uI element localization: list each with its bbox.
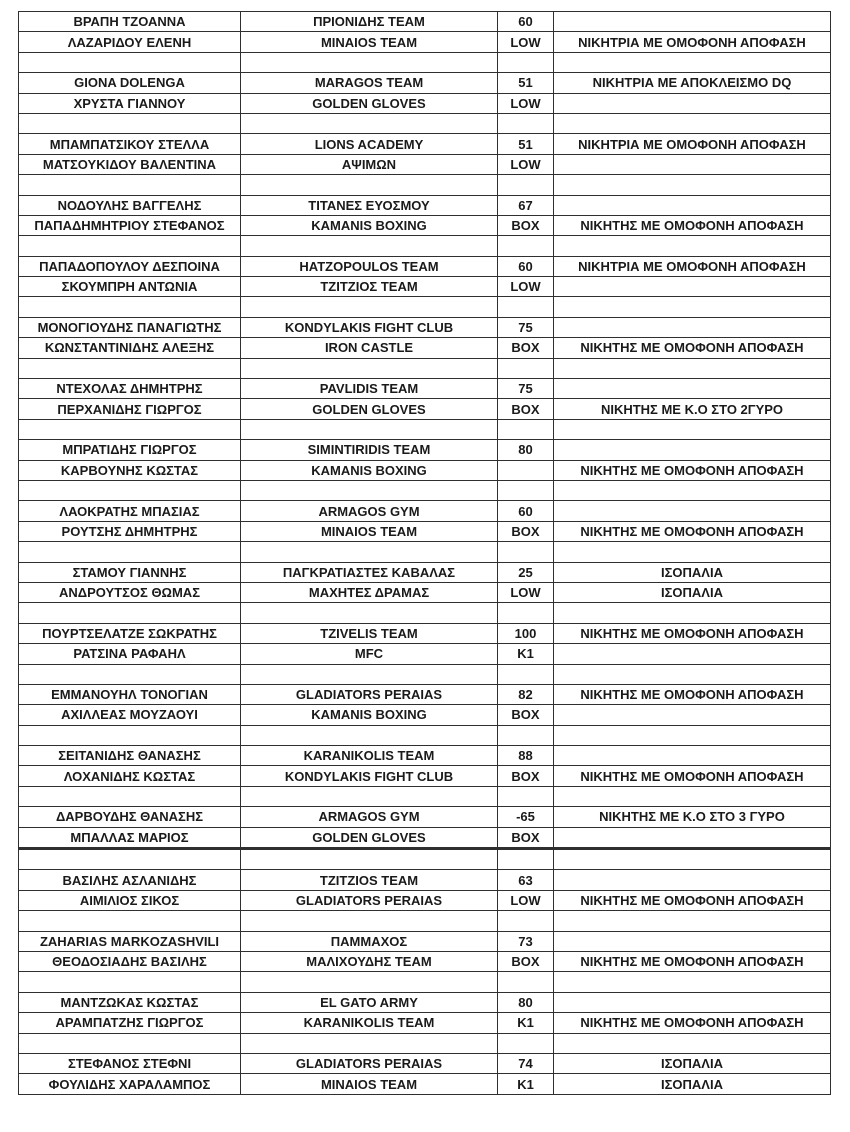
cell-result: ΝΙΚΗΤΡΙΑ ΜΕ ΟΜΟΦΟΝΗ ΑΠΟΦΑΣΗ xyxy=(554,32,831,52)
cell-fighter-name: ΛΑΟΚΡΑΤΗΣ ΜΠΑΣΙΑΣ xyxy=(19,501,241,521)
cell-weight-class: 60 xyxy=(498,501,554,521)
cell-result xyxy=(554,603,831,623)
cell-fighter-name xyxy=(19,113,241,133)
cell-fighter-name: ΣΤΕΦΑΝΟΣ ΣΤΕΦΝΙ xyxy=(19,1053,241,1073)
cell-team xyxy=(241,297,498,317)
separator-row xyxy=(19,113,831,133)
cell-team xyxy=(241,236,498,256)
cell-result xyxy=(554,931,831,951)
cell-fighter-name: ΜΑΤΣΟΥΚΙΔΟΥ ΒΑΛΕΝΤΙΝΑ xyxy=(19,154,241,174)
cell-result xyxy=(554,379,831,399)
cell-result xyxy=(554,664,831,684)
cell-team: KARANIKOLIS TEAM xyxy=(241,746,498,766)
cell-fighter-name xyxy=(19,786,241,806)
cell-team xyxy=(241,175,498,195)
fighter-row xyxy=(19,379,831,399)
cell-fighter-name: ΠΑΠΑΔΟΠΟΥΛΟΥ ΔΕΣΠΟΙΝΑ xyxy=(19,256,241,276)
cell-result xyxy=(554,236,831,256)
cell-weight-class xyxy=(498,603,554,623)
cell-result xyxy=(554,992,831,1012)
cell-result xyxy=(554,480,831,500)
cell-team: GOLDEN GLOVES xyxy=(241,93,498,113)
cell-fighter-name xyxy=(19,175,241,195)
cell-team xyxy=(241,664,498,684)
cell-team: HATZOPOULOS TEAM xyxy=(241,256,498,276)
fighter-row xyxy=(19,399,831,419)
cell-result xyxy=(554,911,831,931)
cell-team: GLADIATORS PERAIAS xyxy=(241,684,498,704)
cell-weight-class xyxy=(498,460,554,480)
cell-weight-class: LOW xyxy=(498,32,554,52)
cell-team: GOLDEN GLOVES xyxy=(241,399,498,419)
cell-weight-class xyxy=(498,725,554,745)
cell-weight-class: 75 xyxy=(498,317,554,337)
fighter-row xyxy=(19,890,831,910)
separator-row xyxy=(19,175,831,195)
cell-weight-class: BOX xyxy=(498,951,554,971)
cell-result: ΝΙΚΗΤΡΙΑ ΜΕ ΑΠΟΚΛΕΙΣΜΟ DQ xyxy=(554,73,831,93)
fighter-row xyxy=(19,705,831,725)
cell-fighter-name xyxy=(19,297,241,317)
cell-fighter-name: ΚΩΝΣΤΑΝΤΙΝΙΔΗΣ ΑΛΕΞΗΣ xyxy=(19,338,241,358)
cell-weight-class: 80 xyxy=(498,992,554,1012)
fighter-row xyxy=(19,501,831,521)
cell-fighter-name: ΑΧΙΛΛΕΑΣ ΜΟΥΖΑΟΥΙ xyxy=(19,705,241,725)
cell-team: MFC xyxy=(241,644,498,664)
cell-weight-class: 74 xyxy=(498,1053,554,1073)
results-table-body xyxy=(19,12,831,1095)
cell-team: ARMAGOS GYM xyxy=(241,501,498,521)
cell-fighter-name xyxy=(19,52,241,72)
fighter-row xyxy=(19,460,831,480)
cell-fighter-name: ΚΑΡΒΟΥΝΗΣ ΚΩΣΤΑΣ xyxy=(19,460,241,480)
cell-fighter-name: ΒΡΑΠΗ ΤΖΟΑΝΝΑ xyxy=(19,12,241,32)
fighter-row xyxy=(19,644,831,664)
cell-team xyxy=(241,542,498,562)
cell-team: MINAIOS TEAM xyxy=(241,1074,498,1094)
cell-fighter-name xyxy=(19,603,241,623)
cell-result: ΝΙΚΗΤΡΙΑ ΜΕ ΟΜΟΦΟΝΗ ΑΠΟΦΑΣΗ xyxy=(554,134,831,154)
cell-result xyxy=(554,786,831,806)
cell-team: GLADIATORS PERAIAS xyxy=(241,890,498,910)
cell-team: ARMAGOS GYM xyxy=(241,807,498,827)
cell-weight-class: LOW xyxy=(498,154,554,174)
cell-fighter-name: ΑΙΜΙΛΙΟΣ ΣΙΚΟΣ xyxy=(19,890,241,910)
cell-fighter-name xyxy=(19,725,241,745)
cell-result xyxy=(554,195,831,215)
cell-weight-class xyxy=(498,664,554,684)
cell-result: ΝΙΚΗΤΗΣ ΜΕ ΟΜΟΦΟΝΗ ΑΠΟΦΑΣΗ xyxy=(554,890,831,910)
cell-team: ΤΖΙΤΖΙΟΣ TEAM xyxy=(241,277,498,297)
cell-team: MINAIOS TEAM xyxy=(241,521,498,541)
cell-weight-class xyxy=(498,786,554,806)
cell-result: ΙΣΟΠΑΛΙΑ xyxy=(554,1053,831,1073)
separator-row xyxy=(19,786,831,806)
fighter-row xyxy=(19,32,831,52)
separator-row xyxy=(19,542,831,562)
cell-weight-class xyxy=(498,972,554,992)
cell-result: ΝΙΚΗΤΗΣ ΜΕ ΟΜΟΦΟΝΗ ΑΠΟΦΑΣΗ xyxy=(554,460,831,480)
cell-fighter-name: ΧΡΥΣΤΑ ΓΙΑΝΝΟΥ xyxy=(19,93,241,113)
cell-weight-class: 80 xyxy=(498,440,554,460)
cell-fighter-name xyxy=(19,419,241,439)
cell-team: SIMINTIRIDIS TEAM xyxy=(241,440,498,460)
separator-row xyxy=(19,480,831,500)
cell-team xyxy=(241,786,498,806)
separator-row xyxy=(19,911,831,931)
cell-weight-class: K1 xyxy=(498,1074,554,1094)
cell-weight-class: BOX xyxy=(498,215,554,235)
cell-team xyxy=(241,52,498,72)
cell-fighter-name: ΜΟΝΟΓΙΟΥΔΗΣ ΠΑΝΑΓΙΩΤΗΣ xyxy=(19,317,241,337)
cell-fighter-name: ΛΟΧΑΝΙΔΗΣ ΚΩΣΤΑΣ xyxy=(19,766,241,786)
fighter-row xyxy=(19,931,831,951)
cell-weight-class: 60 xyxy=(498,256,554,276)
cell-result: ΝΙΚΗΤΗΣ ΜΕ ΟΜΟΦΟΝΗ ΑΠΟΦΑΣΗ xyxy=(554,338,831,358)
cell-result xyxy=(554,827,831,848)
cell-weight-class: 60 xyxy=(498,12,554,32)
cell-team: ΠΑΓΚΡΑΤΙΑΣΤΕΣ ΚΑΒΑΛΑΣ xyxy=(241,562,498,582)
cell-weight-class: 67 xyxy=(498,195,554,215)
fighter-row xyxy=(19,1013,831,1033)
cell-team xyxy=(241,972,498,992)
cell-weight-class xyxy=(498,175,554,195)
cell-fighter-name: ΣΕΙΤΑΝΙΔΗΣ ΘΑΝΑΣΗΣ xyxy=(19,746,241,766)
cell-result xyxy=(554,419,831,439)
cell-fighter-name: ΕΜΜΑΝΟΥΗΛ ΤΟΝΟΓΙΑΝ xyxy=(19,684,241,704)
fighter-row xyxy=(19,1053,831,1073)
cell-team: KONDYLAKIS FIGHT CLUB xyxy=(241,317,498,337)
cell-result xyxy=(554,542,831,562)
cell-fighter-name xyxy=(19,1033,241,1053)
cell-result xyxy=(554,113,831,133)
cell-weight-class: BOX xyxy=(498,705,554,725)
cell-weight-class: 73 xyxy=(498,931,554,951)
separator-row xyxy=(19,849,831,870)
fighter-row xyxy=(19,746,831,766)
fighter-row xyxy=(19,73,831,93)
cell-result xyxy=(554,746,831,766)
cell-team: KONDYLAKIS FIGHT CLUB xyxy=(241,766,498,786)
cell-result xyxy=(554,501,831,521)
cell-weight-class: 100 xyxy=(498,623,554,643)
separator-row xyxy=(19,972,831,992)
cell-result: ΙΣΟΠΑΛΙΑ xyxy=(554,1074,831,1094)
cell-weight-class: 25 xyxy=(498,562,554,582)
separator-row xyxy=(19,52,831,72)
fighter-row xyxy=(19,440,831,460)
cell-team: ΠΑΜΜΑΧΟΣ xyxy=(241,931,498,951)
cell-team: GOLDEN GLOVES xyxy=(241,827,498,848)
cell-fighter-name xyxy=(19,972,241,992)
cell-team: ΤΙΤΑΝΕΣ ΕΥΟΣΜΟΥ xyxy=(241,195,498,215)
cell-team xyxy=(241,419,498,439)
fighter-row xyxy=(19,623,831,643)
cell-team xyxy=(241,603,498,623)
fighter-row xyxy=(19,256,831,276)
cell-fighter-name: ΠΟΥΡΤΣΕΛΑΤΖΕ ΣΩΚΡΑΤΗΣ xyxy=(19,623,241,643)
cell-weight-class: 82 xyxy=(498,684,554,704)
cell-weight-class: 75 xyxy=(498,379,554,399)
cell-fighter-name: GIONA DOLENGA xyxy=(19,73,241,93)
cell-result xyxy=(554,1033,831,1053)
cell-team: GLADIATORS PERAIAS xyxy=(241,1053,498,1073)
cell-result: ΝΙΚΗΤΗΣ ΜΕ Κ.Ο ΣΤΟ 2ΓΥΡΟ xyxy=(554,399,831,419)
cell-fighter-name: ΣΤΑΜΟΥ ΓΙΑΝΝΗΣ xyxy=(19,562,241,582)
cell-fighter-name: ΜΠΡΑΤΙΔΗΣ ΓΙΩΡΓΟΣ xyxy=(19,440,241,460)
cell-weight-class: LOW xyxy=(498,93,554,113)
cell-result xyxy=(554,705,831,725)
cell-team xyxy=(241,480,498,500)
cell-fighter-name: ΜΠΑΛΛΑΣ ΜΑΡΙΟΣ xyxy=(19,827,241,848)
cell-weight-class xyxy=(498,52,554,72)
fighter-row xyxy=(19,582,831,602)
cell-team xyxy=(241,849,498,870)
cell-team: KARANIKOLIS TEAM xyxy=(241,1013,498,1033)
cell-result xyxy=(554,440,831,460)
cell-fighter-name: ΝΟΔΟΥΛΗΣ ΒΑΓΓΕΛΗΣ xyxy=(19,195,241,215)
cell-result xyxy=(554,644,831,664)
cell-weight-class: BOX xyxy=(498,521,554,541)
cell-fighter-name: ΜΑΝΤΖΩΚΑΣ ΚΩΣΤΑΣ xyxy=(19,992,241,1012)
cell-fighter-name xyxy=(19,664,241,684)
cell-team: KAMANIS BOXING xyxy=(241,705,498,725)
cell-team xyxy=(241,358,498,378)
cell-weight-class: K1 xyxy=(498,1013,554,1033)
cell-weight-class: LOW xyxy=(498,582,554,602)
fighter-row xyxy=(19,521,831,541)
separator-row xyxy=(19,725,831,745)
cell-fighter-name: ΦΟΥΛΙΔΗΣ ΧΑΡΑΛΑΜΠΟΣ xyxy=(19,1074,241,1094)
cell-weight-class: 51 xyxy=(498,134,554,154)
fighter-row xyxy=(19,870,831,890)
cell-result xyxy=(554,12,831,32)
cell-result xyxy=(554,725,831,745)
cell-fighter-name: ΑΝΔΡΟΥΤΣΟΣ ΘΩΜΑΣ xyxy=(19,582,241,602)
fighter-row xyxy=(19,215,831,235)
cell-fighter-name: ΣΚΟΥΜΠΡΗ ΑΝΤΩΝΙΑ xyxy=(19,277,241,297)
cell-weight-class: K1 xyxy=(498,644,554,664)
cell-result xyxy=(554,277,831,297)
cell-result: ΝΙΚΗΤΗΣ ΜΕ Κ.Ο ΣΤΟ 3 ΓΥΡΟ xyxy=(554,807,831,827)
cell-result xyxy=(554,154,831,174)
cell-team: TZIVELIS TEAM xyxy=(241,623,498,643)
cell-fighter-name: ΛΑΖΑΡΙΔΟΥ ΕΛΕΝΗ xyxy=(19,32,241,52)
cell-result: ΝΙΚΗΤΡΙΑ ΜΕ ΟΜΟΦΟΝΗ ΑΠΟΦΑΣΗ xyxy=(554,256,831,276)
cell-fighter-name: ΠΑΠΑΔΗΜΗΤΡΙΟΥ ΣΤΕΦΑΝΟΣ xyxy=(19,215,241,235)
fighter-row xyxy=(19,277,831,297)
fighter-row xyxy=(19,338,831,358)
cell-team: ΜΑΧΗΤΕΣ ΔΡΑΜΑΣ xyxy=(241,582,498,602)
cell-team: ΜΑΛΙΧΟΥΔΗΣ TEAM xyxy=(241,951,498,971)
fighter-row xyxy=(19,807,831,827)
cell-result xyxy=(554,52,831,72)
cell-weight-class xyxy=(498,480,554,500)
cell-weight-class: 51 xyxy=(498,73,554,93)
cell-weight-class xyxy=(498,236,554,256)
cell-weight-class: -65 xyxy=(498,807,554,827)
separator-row xyxy=(19,419,831,439)
cell-team: LIONS ACADEMY xyxy=(241,134,498,154)
fighter-row xyxy=(19,766,831,786)
cell-result: ΝΙΚΗΤΗΣ ΜΕ ΟΜΟΦΟΝΗ ΑΠΟΦΑΣΗ xyxy=(554,766,831,786)
cell-team: EL GATO ARMY xyxy=(241,992,498,1012)
cell-team: IRON CASTLE xyxy=(241,338,498,358)
fighter-row xyxy=(19,562,831,582)
separator-row xyxy=(19,603,831,623)
cell-result xyxy=(554,870,831,890)
fighter-row xyxy=(19,317,831,337)
cell-result: ΝΙΚΗΤΗΣ ΜΕ ΟΜΟΦΟΝΗ ΑΠΟΦΑΣΗ xyxy=(554,521,831,541)
cell-result xyxy=(554,297,831,317)
fighter-row xyxy=(19,1074,831,1094)
fighter-row xyxy=(19,93,831,113)
cell-team: KAMANIS BOXING xyxy=(241,215,498,235)
fight-results-table xyxy=(18,11,831,1095)
cell-fighter-name: ΝΤΕΧΟΛΑΣ ΔΗΜΗΤΡΗΣ xyxy=(19,379,241,399)
cell-result xyxy=(554,175,831,195)
cell-team: KAMANIS BOXING xyxy=(241,460,498,480)
cell-result xyxy=(554,972,831,992)
cell-fighter-name: ΑΡΑΜΠΑΤΖΗΣ ΓΙΩΡΓΟΣ xyxy=(19,1013,241,1033)
cell-weight-class xyxy=(498,358,554,378)
cell-result: ΝΙΚΗΤΗΣ ΜΕ ΟΜΟΦΟΝΗ ΑΠΟΦΑΣΗ xyxy=(554,684,831,704)
cell-weight-class xyxy=(498,419,554,439)
cell-result: ΝΙΚΗΤΗΣ ΜΕ ΟΜΟΦΟΝΗ ΑΠΟΦΑΣΗ xyxy=(554,215,831,235)
cell-weight-class xyxy=(498,849,554,870)
fighter-row xyxy=(19,12,831,32)
fighter-row xyxy=(19,195,831,215)
cell-weight-class xyxy=(498,911,554,931)
cell-team: ΠΡΙΟΝΙΔΗΣ TEAM xyxy=(241,12,498,32)
cell-result: ΝΙΚΗΤΗΣ ΜΕ ΟΜΟΦΟΝΗ ΑΠΟΦΑΣΗ xyxy=(554,951,831,971)
cell-team xyxy=(241,911,498,931)
cell-weight-class xyxy=(498,113,554,133)
cell-weight-class xyxy=(498,1033,554,1053)
cell-result: ΙΣΟΠΑΛΙΑ xyxy=(554,582,831,602)
cell-fighter-name: ZAHARIAS MARKOZASHVILI xyxy=(19,931,241,951)
cell-fighter-name xyxy=(19,358,241,378)
separator-row xyxy=(19,358,831,378)
cell-weight-class: BOX xyxy=(498,827,554,848)
cell-fighter-name: ΔΑΡΒΟΥΔΗΣ ΘΑΝΑΣΗΣ xyxy=(19,807,241,827)
cell-team: TZITZIOS TEAM xyxy=(241,870,498,890)
cell-team: PAVLIDIS TEAM xyxy=(241,379,498,399)
cell-weight-class: BOX xyxy=(498,338,554,358)
cell-fighter-name xyxy=(19,236,241,256)
cell-team: ΑΨΙΜΩΝ xyxy=(241,154,498,174)
fighter-row xyxy=(19,951,831,971)
fighter-row xyxy=(19,134,831,154)
cell-fighter-name: ΜΠΑΜΠΑΤΣΙΚΟΥ ΣΤΕΛΛΑ xyxy=(19,134,241,154)
separator-row xyxy=(19,236,831,256)
cell-fighter-name: ΒΑΣΙΛΗΣ ΑΣΛΑΝΙΔΗΣ xyxy=(19,870,241,890)
cell-weight-class xyxy=(498,297,554,317)
fighter-row xyxy=(19,154,831,174)
cell-team: MARAGOS TEAM xyxy=(241,73,498,93)
cell-fighter-name xyxy=(19,480,241,500)
fighter-row xyxy=(19,684,831,704)
cell-weight-class: LOW xyxy=(498,890,554,910)
cell-fighter-name: ΡΑΤΣΙΝΑ ΡΑΦΑΗΛ xyxy=(19,644,241,664)
cell-team xyxy=(241,725,498,745)
cell-weight-class: 88 xyxy=(498,746,554,766)
cell-result xyxy=(554,358,831,378)
cell-team xyxy=(241,1033,498,1053)
cell-weight-class: 63 xyxy=(498,870,554,890)
fighter-row xyxy=(19,992,831,1012)
cell-result: ΝΙΚΗΤΗΣ ΜΕ ΟΜΟΦΟΝΗ ΑΠΟΦΑΣΗ xyxy=(554,623,831,643)
cell-weight-class: LOW xyxy=(498,277,554,297)
separator-row xyxy=(19,664,831,684)
cell-weight-class: BOX xyxy=(498,766,554,786)
cell-weight-class: BOX xyxy=(498,399,554,419)
cell-fighter-name: ΠΕΡΧΑΝΙΔΗΣ ΓΙΩΡΓΟΣ xyxy=(19,399,241,419)
cell-result: ΙΣΟΠΑΛΙΑ xyxy=(554,562,831,582)
fighter-row xyxy=(19,827,831,848)
cell-fighter-name xyxy=(19,849,241,870)
cell-team: MINAIOS TEAM xyxy=(241,32,498,52)
cell-weight-class xyxy=(498,542,554,562)
cell-team xyxy=(241,113,498,133)
cell-result xyxy=(554,317,831,337)
cell-result xyxy=(554,849,831,870)
cell-result: ΝΙΚΗΤΗΣ ΜΕ ΟΜΟΦΟΝΗ ΑΠΟΦΑΣΗ xyxy=(554,1013,831,1033)
cell-fighter-name: ΡΟΥΤΣΗΣ ΔΗΜΗΤΡΗΣ xyxy=(19,521,241,541)
cell-fighter-name: ΘΕΟΔΟΣΙΑΔΗΣ ΒΑΣΙΛΗΣ xyxy=(19,951,241,971)
separator-row xyxy=(19,1033,831,1053)
cell-result xyxy=(554,93,831,113)
cell-fighter-name xyxy=(19,542,241,562)
cell-fighter-name xyxy=(19,911,241,931)
separator-row xyxy=(19,297,831,317)
